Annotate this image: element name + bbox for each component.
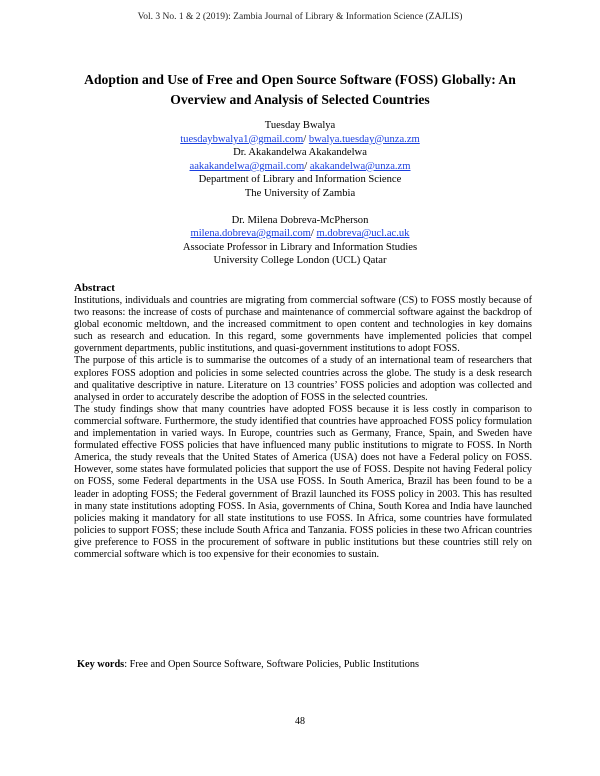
title-line-1: Adoption and Use of Free and Open Source Software (FOSS) Globally: An (84, 72, 516, 87)
keywords (77, 659, 537, 670)
author-3-emails (0, 227, 600, 241)
author-2-email-link-1[interactable]: aakakandelwa@gmail.com (189, 160, 305, 172)
affiliation-2-institution: University College London (UCL) Qatar (213, 255, 387, 267)
author-block (0, 119, 600, 268)
author-3-email-link-1[interactable]: milena.dobreva@gmail.com (190, 228, 311, 240)
affiliation-1-department: Department of Library and Information Science (198, 174, 402, 186)
abstract-body (74, 295, 532, 561)
title-line-2: Overview and Analysis of Selected Countries (170, 92, 430, 107)
affiliation-2-role: Associate Professor in Library and Information Studies (182, 241, 418, 253)
paper-title (60, 70, 540, 110)
email-separator: / (304, 160, 310, 172)
author-3-name: Dr. Milena Dobreva-McPherson (231, 214, 369, 226)
author-2-emails (0, 160, 600, 174)
running-head: Vol. 3 No. 1 & 2 (2019): Zambia Journal of Library & Information Science (ZAJLIS) (137, 12, 463, 22)
keywords-text: : Free and Open Source Software, Software Policies, Public Institutions (124, 659, 420, 670)
abstract-paragraph-2: The purpose of this article is to summarise the outcomes of a study of an international team of researchers that explores FOSS adoption and policies in some selected countries across the globe. The study is a desk research and qualitative descriptive in nature. Literature on 13 countries’ FOSS policies and adoption was collected and analysed in order to accurately describe the adoption of FOSS in the selected countries. (74, 355, 532, 403)
author-1-email-link-1[interactable]: tuesdaybwalya1@gmail.com (180, 133, 304, 145)
page-number: 48 (295, 716, 305, 727)
abstract-heading: Abstract (74, 282, 115, 294)
author-2-email-link-2[interactable]: akakandelwa@unza.zm (309, 160, 411, 172)
email-separator: / (303, 133, 309, 145)
author-1-emails (0, 133, 600, 147)
author-3-email-link-2[interactable]: m.dobreva@ucl.ac.uk (316, 228, 410, 240)
email-separator: / (310, 228, 317, 240)
author-2-name: Dr. Akakandelwa Akakandelwa (233, 147, 367, 159)
author-1-name: Tuesday Bwalya (264, 120, 336, 131)
keywords-label: Key words (77, 659, 125, 670)
abstract-paragraph-3: The study findings show that many countries have adopted FOSS because it is less costly in comparison to commercial software. Furthermore, the study identified that countries have approached FOSS policy formulation and implementation in varied ways. In Europe, countries such as Germany, France, Spain, and Sweden have formulated effective FOSS policies that have influenced many public institutions to migrate to FOSS. In North America, the study reveals that the United States of America (USA) does not have a Federal policy on FOSS. However, some states have formulated policies that support the use of FOSS. Despite not having Federal policy on FOSS, some Federal departments in the USA use FOSS. In South America, Brazil has been found to be a leader in adopting FOSS; the Federal government of Brazil launched its FOSS policy in 2003. This has resulted in many state institutions adopting FOSS. In Asia, governments of China, South Korea and India have launched policies making it mandatory for all state institutions to use FOSS. In Africa, some countries have formulated policies to support FOSS; these include South Africa and Tanzania. FOSS policies in these two African countries give preference to FOSS in the procurement of software in public institutions but these countries still rely on commercial software which is too expensive for their economies to sustain. (74, 403, 532, 560)
abstract-paragraph-1: Institutions, individuals and countries are migrating from commercial software (CS) to FOSS mostly because of two reasons: the increase of costs of purchase and maintenance of commercial software against the backdrop of global economic meltdown, and the increased commitment to open content and technologies in key domains such as research and education. In this regard, some governments have implemented policies that compel government departments, public institutions, and quasi-government institutions to adopt FOSS. (74, 295, 532, 355)
affiliation-1-institution: The University of Zambia (244, 187, 356, 199)
author-1-email-link-2[interactable]: bwalya.tuesday@unza.zm (308, 133, 420, 145)
